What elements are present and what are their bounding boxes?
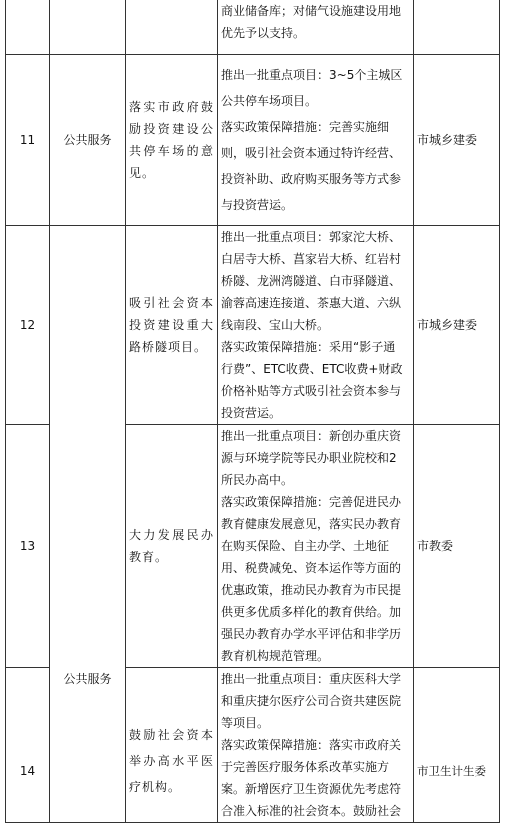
category-cell <box>50 0 126 55</box>
measure-line: 和重庆捷尔医疗公司合资共建医院 <box>221 694 402 708</box>
row-number: 11 <box>6 55 50 226</box>
measures-cell <box>218 425 414 668</box>
category-cell <box>50 425 126 668</box>
measure-line: 投资营运。 <box>221 406 282 420</box>
measure-line: 白居寺大桥、菖家岩大桥、红岩村 <box>221 252 402 266</box>
measure-line: 推出一批重点项目：3~5个主城区 <box>221 68 403 82</box>
measure-line: 则，吸引社会资本通过特许经营、 <box>221 146 402 160</box>
category-cell <box>50 226 126 425</box>
table-row <box>6 0 500 55</box>
measure-line: 于完善医疗服务体系改革实施方 <box>221 760 390 774</box>
row-number <box>6 0 50 55</box>
category-cell: 公共服务 <box>50 55 126 226</box>
measure-line: 供更多优质多样化的教育供给。加 <box>221 605 402 619</box>
measure-line: 教育健康发展意见，落实民办教育 <box>221 517 402 531</box>
measure-line: 合准入标准的社会资本。鼓励社会 <box>221 804 402 818</box>
measure-line: 落实政策保障措施：采用“影子通 <box>221 340 396 354</box>
measure-line: 价格补贴等方式吸引社会资本参与 <box>221 384 402 398</box>
measure-line: 与投资营运。 <box>221 198 294 212</box>
measure-line: 所民办高中。 <box>221 473 294 487</box>
measure-line: 推出一批重点项目：新创办重庆资 <box>221 429 402 443</box>
project-cell: 鼓励社会资本举办高水平医疗机构。 <box>126 668 218 823</box>
measure-line: 推出一批重点项目：重庆医科大学 <box>221 672 402 686</box>
measure-line: 商业储备库；对储气设施建设用地 <box>221 3 402 18</box>
measure-line: 源与环境学院等民办职业院校和2 <box>221 451 397 465</box>
row-number: 13 <box>6 425 50 668</box>
table-row <box>6 425 500 668</box>
measure-line: 优先予以支持。 <box>221 25 306 40</box>
measures-cell <box>218 55 414 226</box>
measure-line: 落实政策保障措施：落实市政府关 <box>221 738 402 752</box>
measure-line: 落实政策保障措施：完善促进民办 <box>221 495 402 509</box>
measure-line: 行费”、ETC收费、ETC收费+财政 <box>221 362 403 376</box>
measure-line: 强民办教育办学水平评估和非学历 <box>221 627 402 641</box>
row-number: 12 <box>6 226 50 425</box>
measure-line: 教育机构规范管理。 <box>221 649 330 663</box>
measures-cell <box>218 668 414 823</box>
department-cell: 市城乡建委 <box>414 55 500 226</box>
measure-line: 案。新增医疗卫生资源优先考虑符 <box>221 782 402 796</box>
table-row <box>6 226 500 425</box>
measure-line: 用、税费减免、资本运作等方面的 <box>221 561 402 575</box>
department-cell: 市卫生计生委 <box>414 668 500 823</box>
measure-line: 推出一批重点项目：郭家沱大桥、 <box>221 230 402 244</box>
project-cell: 大力发展民办教育。 <box>126 425 218 668</box>
measure-line: 在购买保险、自主办学、土地征 <box>221 539 390 553</box>
department-cell <box>414 0 500 55</box>
measure-line: 桥隧、龙洲湾隧道、白市驿隧道、 <box>221 274 402 288</box>
row-number: 14 <box>6 668 50 823</box>
measure-line: 落实政策保障措施：完善实施细 <box>221 120 390 134</box>
department-cell: 市教委 <box>414 425 500 668</box>
measure-line: 线南段、宝山大桥。 <box>221 318 330 332</box>
measure-line: 优惠政策，推动民办教育为市民提 <box>221 583 402 597</box>
measure-line: 等项目。 <box>221 716 270 730</box>
policy-table <box>5 0 500 823</box>
measures-cell <box>218 0 414 55</box>
category-cell: 公共服务 <box>50 668 126 823</box>
project-cell: 落实市政府鼓励投资建设公共停车场的意见。 <box>126 55 218 226</box>
measure-line: 投资补助、政府购买服务等方式参 <box>221 172 402 186</box>
department-cell: 市城乡建委 <box>414 226 500 425</box>
project-cell <box>126 0 218 55</box>
measures-cell <box>218 226 414 425</box>
measure-line: 公共停车场项目。 <box>221 94 318 108</box>
project-cell: 吸引社会资本投资建设重大路桥隧项目。 <box>126 226 218 425</box>
measure-line: 渝蓉高速连接道、茶惠大道、六纵 <box>221 296 402 310</box>
table-row <box>6 668 500 823</box>
table-row <box>6 55 500 226</box>
